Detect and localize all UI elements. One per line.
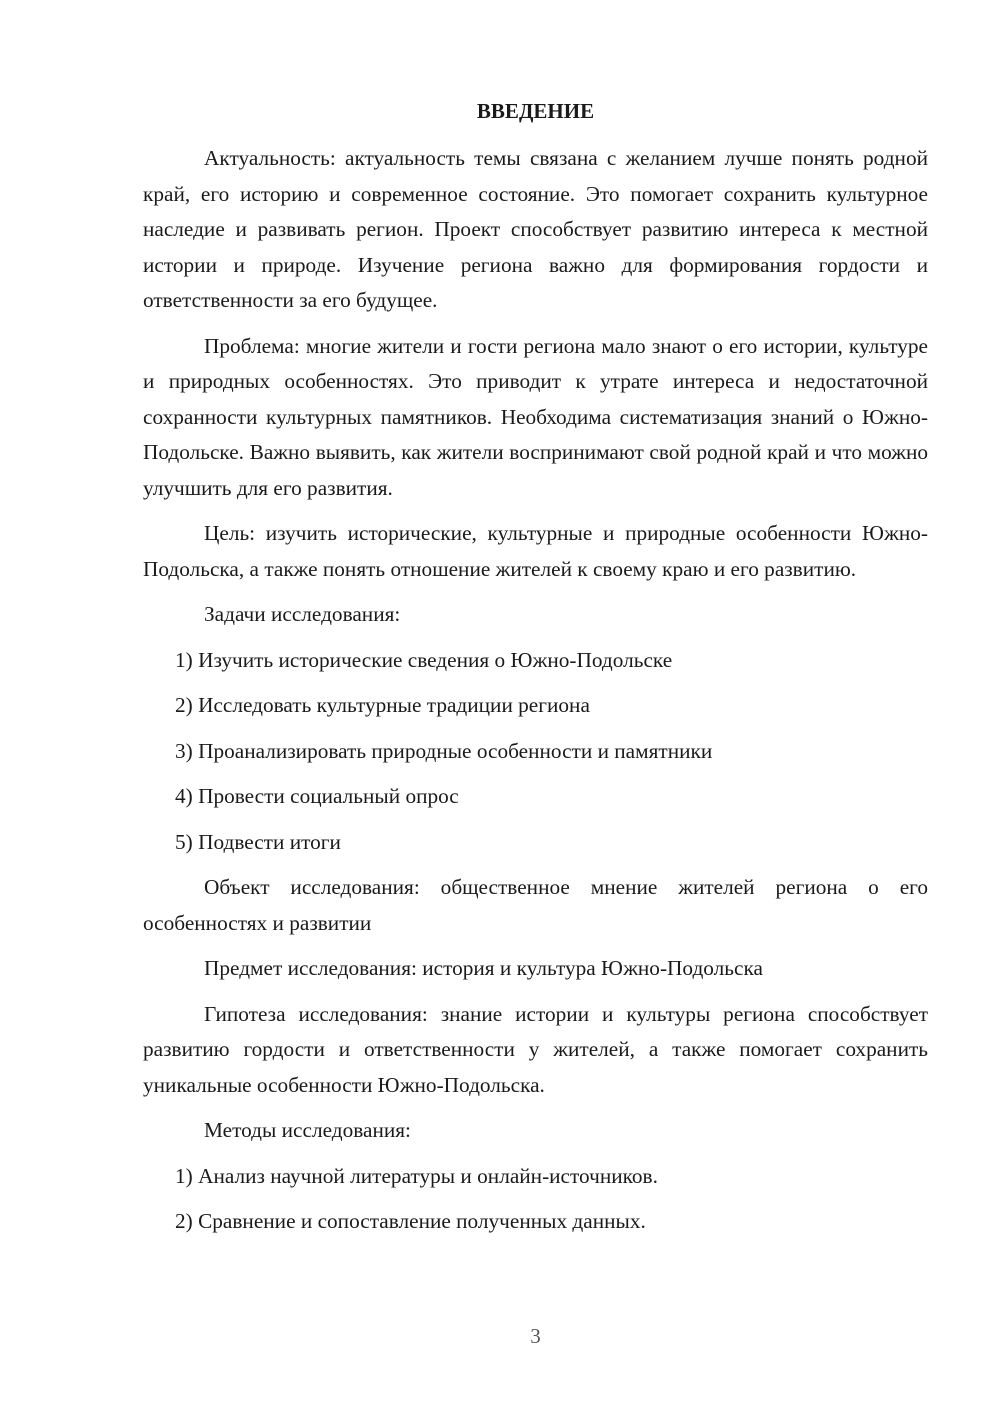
list-item: 2) Исследовать культурные традиции региона [175,693,590,717]
problem-paragraph: Проблема: многие жители и гости региона мало знают о его истории, культуре и природных особенностях. Это приводит к утрате интереса и недостаточной сохранности культурных памятников. Необходима систематизация знаний о Южно-Подольске. Важно выявить, как жители воспринимают свой родной край и что можно улучшить для его развития. [143,333,928,500]
hypothesis-paragraph: Гипотеза исследования: знание истории и культуры региона способствует развитию гордости и ответственности у жителей, а также помогает сохранить уникальные особенности Южно-Подольска. [143,1001,928,1097]
tasks-heading: Задачи исследования: [204,602,401,626]
object-paragraph: Объект исследования: общественное мнение жителей региона о его особенностях и развитии [143,875,928,935]
list-item: 4) Провести социальный опрос [175,784,459,808]
relevance-paragraph: Актуальность: актуальность темы связана с желанием лучше понять родной край, его историю и современное состояние. Это помогает сохранить культурное наследие и развивать регион. Проект способствует развитию интереса к местной истории и природе. Изучение региона важно для формирования гордости и ответственности за его будущее. [143,146,928,312]
tasks-list [143,643,928,861]
methods-heading: Методы исследования: [204,1118,411,1142]
list-item: 2) Сравнение и сопоставление полученных данных. [175,1209,646,1233]
subject-paragraph: Предмет исследования: история и культура Южно-Подольска [204,956,763,980]
list-item: 5) Подвести итоги [175,829,341,854]
list-item: 3) Проанализировать природные особенности и памятники [175,738,713,763]
page-title: ВВЕДЕНИЕ [476,99,595,123]
goal-paragraph: Цель: изучить исторические, культурные и природные особенности Южно-Подольска, а также понять отношение жителей к своему краю и его развитию. [143,521,928,581]
list-item: 1) Анализ научной литературы и онлайн-источников. [175,1163,658,1188]
methods-list [143,1159,928,1240]
page-number: 3 [530,1324,541,1348]
document-page [143,0,928,1414]
document-body [143,141,928,1250]
list-item: 1) Изучить исторические сведения о Южно-Подольске [175,647,673,672]
